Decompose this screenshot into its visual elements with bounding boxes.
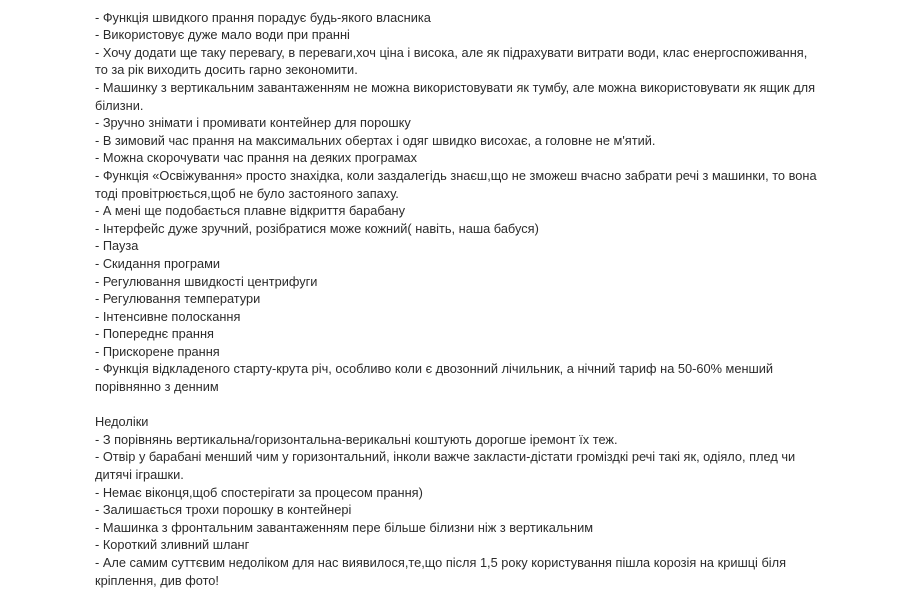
text-line: - Отвір у барабані менший чим у горизонтальний, інколи важче закласти-дістати громіздкі речі такі як, одіяло, плед чи [95, 449, 796, 465]
review-text [95, 0, 815, 589]
text-line: - Немає віконця,щоб спостерігати за процесом прання) [95, 484, 423, 500]
text-line: порівнянно з денним [95, 379, 219, 395]
text-line: - Попереднє прання [95, 326, 214, 342]
text-line: - Регулювання температури [95, 291, 261, 307]
text-line: - Функція «Освіжування» просто знахідка, коли заздалегідь знаєш,що не зможеш вчасно забрати речі з машинки, то вона [95, 167, 817, 183]
text-line: - Зручно знімати і промивати контейнер для порошку [95, 115, 411, 131]
text-line: - Регулювання швидкості центрифуги [95, 273, 318, 289]
text-line: - Машинку з вертикальним завантаженням не можна використовувати як тумбу, але можна використовувати як ящик для [95, 79, 816, 95]
text-line: - В зимовий час прання на максимальних обертах і одяг швидко висохає, а головне не м'ятий. [95, 132, 656, 148]
text-line: дитячі іграшки. [95, 467, 184, 483]
text-line: - Але самим суттєвим недоліком для нас виявилося,те,що після 1,5 року користування пішла корозія на кришці біля [95, 555, 787, 570]
text-line: - З порівнянь вертикальна/горизонтальна-верикальні коштують дорогше ірeмонт їх теж. [95, 431, 618, 447]
pros-list [95, 9, 815, 396]
text-line: то за рік виходить досить гарно зекономити. [95, 62, 358, 78]
text-line: - Хочу додати ще таку перевагу, в переваги,хоч ціна і висока, але як підрахувати витрати води, клас енергоспоживання, [95, 44, 808, 60]
text-line: - Залишається трохи порошку в контейнері [95, 502, 352, 518]
text-line: - Скидання програми [95, 255, 221, 271]
cons-list [95, 431, 815, 589]
text-line: тоді провітрюється,щоб не було застояного запаху. [95, 185, 399, 201]
text-line: - Використовує дуже мало води при пранні [95, 27, 350, 43]
text-line: - Прискорене прання [95, 343, 220, 359]
text-line: - Короткий зливний шланг [95, 537, 250, 553]
cons-heading: Недоліки [95, 414, 149, 430]
text-line: - Інтенсивне полоскання [95, 308, 241, 324]
text-line: - Машинка з фронтальним завантаженням пере більше білизни ніж з вертикальним [95, 519, 594, 535]
text-line: - Пауза [95, 238, 139, 254]
text-line: білизни. [95, 97, 144, 113]
text-line: - Можна скорочувати час прання на деяких програмах [95, 150, 418, 166]
text-line: - Функція відкладеного старту-крута річ, особливо коли є двозонний лічильник, а нічний тариф на 50-60% менший [95, 361, 774, 377]
text-line: - А мені ще подобається плавне відкриття барабану [95, 203, 406, 219]
text-line: - Функція швидкого прання порадує будь-якого власника [95, 9, 431, 25]
blank-line [95, 396, 815, 414]
text-line: кріплення, див фото! [95, 572, 219, 588]
text-line: - Інтерфейс дуже зручний, розібратися може кожний( навіть, наша бабуся) [95, 220, 539, 236]
